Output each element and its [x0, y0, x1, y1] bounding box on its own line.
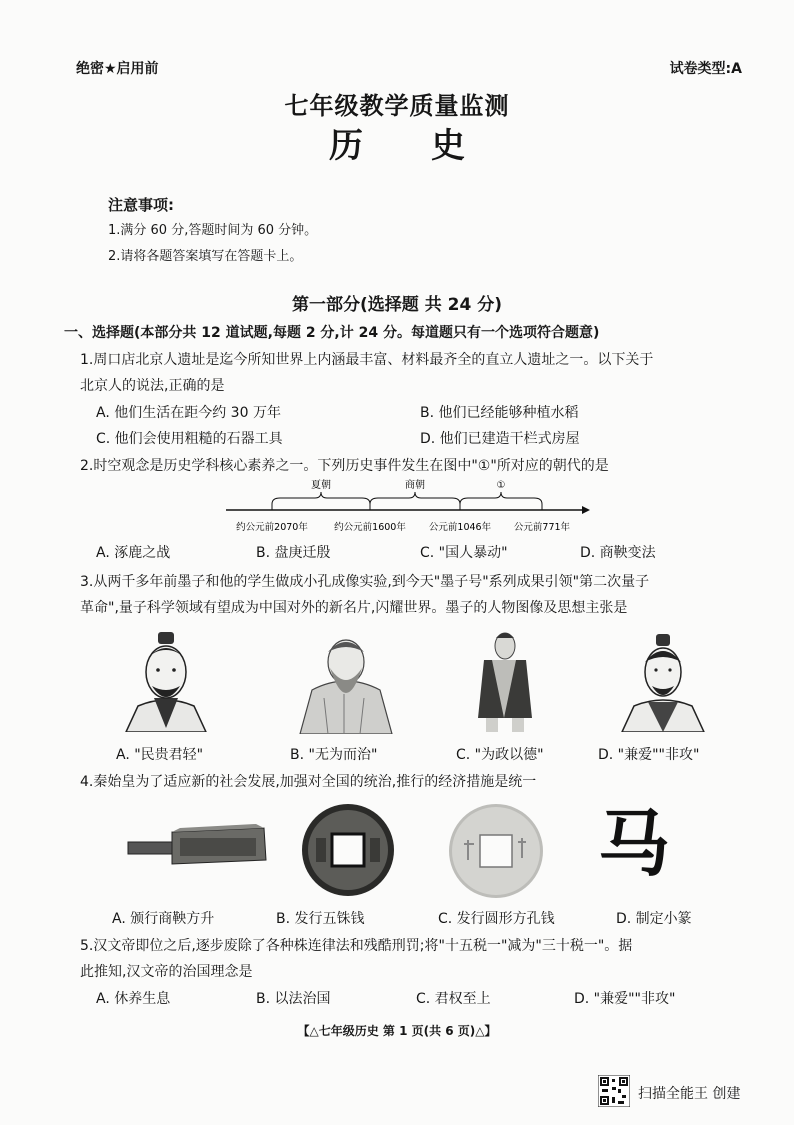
q1-stem-line2: 北京人的说法,正确的是 [80, 378, 225, 394]
timeline-tick-4: 公元前771年 [513, 522, 571, 533]
subject-title [0, 118, 794, 167]
exam-header [76, 58, 742, 80]
seal-script-image [598, 796, 670, 892]
exam-title: 七年级教学质量监测 [284, 92, 510, 120]
portrait-d-image [618, 630, 708, 732]
q3-option-c[interactable]: C. "为政以德" [456, 747, 544, 763]
q5-stem-line1: 5.汉文帝即位之后,逐步废除了各种株连律法和残酷刑罚;将"十五税一"减为"三十税一"。据 [80, 938, 633, 954]
q2-option-b[interactable]: B. 盘庚迁殷 [256, 545, 331, 561]
portrait-b-image [294, 628, 398, 734]
wuzhu-coin-image [298, 800, 398, 900]
q1-option-d[interactable]: D. 他们已建造干栏式房屋 [420, 431, 580, 447]
q5-option-c[interactable]: C. 君权至上 [416, 991, 491, 1007]
scanner-text: 扫描全能王 创建 [638, 1086, 741, 1102]
shang-yang-measure-image [124, 820, 270, 868]
notes [108, 192, 317, 270]
q3-option-b[interactable]: B. "无为而治" [290, 747, 378, 763]
timeline-label-xia: 夏朝 [311, 480, 331, 491]
portrait-a-image [118, 628, 214, 732]
section-heading: 一、选择题(本部分共 12 道试题,每题 2 分,计 24 分。每道题只有一个选项符合题意) [64, 325, 600, 341]
q5-option-a[interactable]: A. 休养生息 [96, 991, 171, 1007]
note-item: 2.请将各题答案填写在答题卡上。 [108, 249, 303, 264]
q4-stem: 4.秦始皇为了适应新的社会发展,加强对全国的统治,推行的经济措施是统一 [80, 774, 537, 790]
q1-option-b[interactable]: B. 他们已经能够种植水稻 [420, 405, 579, 421]
q4-option-d[interactable]: D. 制定小篆 [616, 911, 692, 927]
timeline-label-circle-1: ① [496, 480, 506, 491]
paper-type: 试卷类型:A [669, 61, 742, 77]
q5-stem-line2: 此推知,汉文帝的治国理念是 [80, 964, 253, 980]
notes-heading: 注意事项: [108, 196, 174, 214]
q2-option-a[interactable]: A. 涿鹿之战 [96, 545, 171, 561]
q5-options [96, 988, 716, 1012]
q5-option-b[interactable]: B. 以法治国 [256, 991, 331, 1007]
page-footer: 【△七年级历史 第 1 页(共 6 页)△】 [297, 1024, 497, 1038]
seal-glyph: 马 [598, 802, 671, 886]
timeline-tick-1: 约公元前2070年 [236, 522, 308, 533]
timeline-label-shang: 商朝 [405, 480, 425, 491]
qr-code-icon [598, 1075, 630, 1107]
q2-option-c[interactable]: C. "国人暴动" [420, 545, 508, 561]
scanner-watermark [598, 1075, 758, 1109]
q3-option-a[interactable]: A. "民贵君轻" [116, 747, 204, 763]
subject-char-2: 史 [431, 126, 465, 166]
timeline-tick-3: 公元前1046年 [428, 522, 492, 533]
q1-option-a[interactable]: A. 他们生活在距今约 30 万年 [96, 405, 281, 421]
q3-stem-line1: 3.从两千多年前墨子和他的学生做成小孔成像实验,到今天"墨子号"系列成果引领"第二次量子 [80, 574, 650, 590]
q2-option-d[interactable]: D. 商鞅变法 [580, 545, 656, 561]
q4-option-b[interactable]: B. 发行五铢钱 [276, 911, 365, 927]
q5-option-d[interactable]: D. "兼爱""非攻" [574, 991, 676, 1007]
note-item: 1.满分 60 分,答题时间为 60 分钟。 [108, 223, 318, 238]
q1-options-row1 [96, 402, 716, 426]
portrait-c-image [470, 626, 540, 732]
confidential-mark: 绝密★启用前 [76, 61, 159, 77]
q3-stem-line2: 革命",量子科学领域有望成为中国对外的新名片,闪耀世界。墨子的人物图像及思想主张是 [80, 600, 628, 616]
q2-options [96, 542, 716, 566]
q2-stem: 2.时空观念是历史学科核心素养之一。下列历史事件发生在图中"①"所对应的朝代的是 [80, 458, 609, 474]
q3-option-d[interactable]: D. "兼爱""非攻" [598, 747, 700, 763]
timeline-tick-2: 约公元前1600年 [334, 522, 406, 533]
q2-timeline [220, 478, 600, 540]
q1-options-row2 [96, 428, 716, 452]
q4-option-c[interactable]: C. 发行圆形方孔钱 [438, 911, 555, 927]
part-heading: 第一部分(选择题 共 24 分) [292, 295, 502, 315]
q4-option-a[interactable]: A. 颁行商鞅方升 [112, 911, 215, 927]
q1-option-c[interactable]: C. 他们会使用粗糙的石器工具 [96, 431, 283, 447]
subject-char-1: 历 [329, 126, 363, 166]
banliang-coin-image [446, 800, 546, 902]
q1-stem-line1: 1.周口店北京人遗址是迄今所知世界上内涵最丰富、材料最齐全的直立人遗址之一。以下关于 [80, 352, 654, 368]
